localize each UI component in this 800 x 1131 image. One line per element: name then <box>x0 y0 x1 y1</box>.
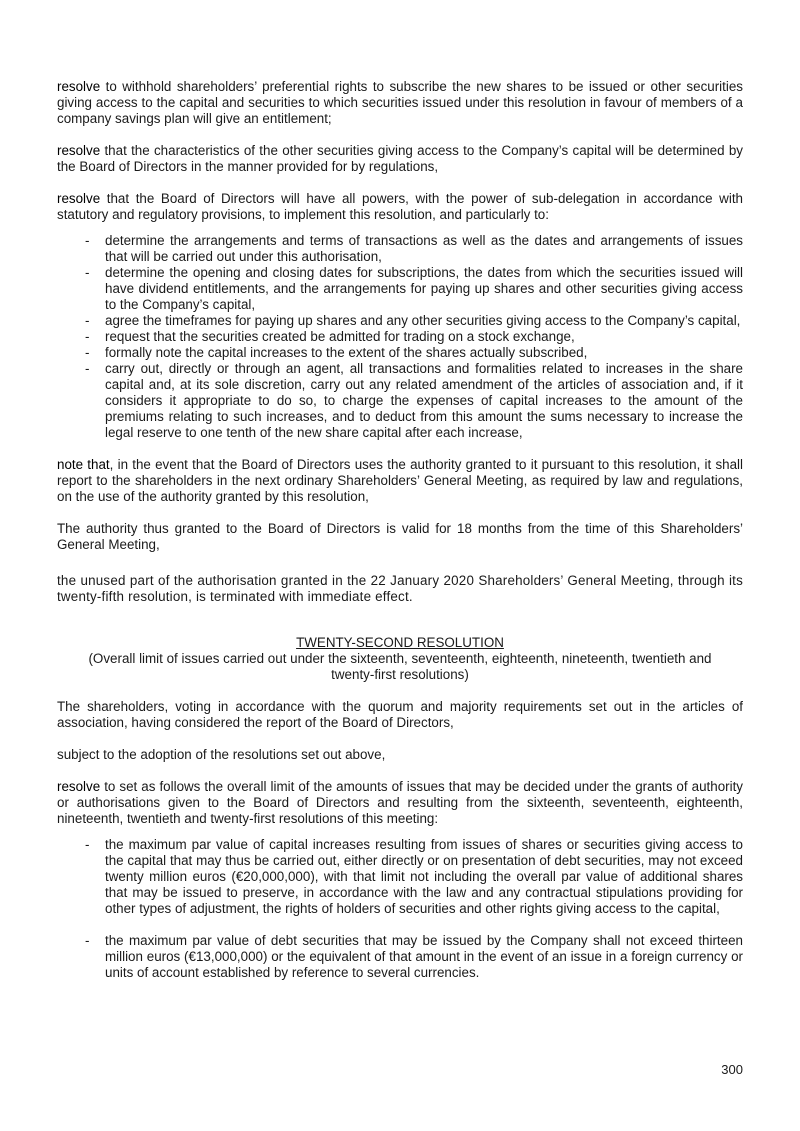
paragraph-text: that the Board of Directors will have all powers, with the power of sub-delegation in accordance with statutory and regulatory provisions, to implement this resolution, and particularly to: <box>57 191 743 222</box>
list-item: - formally note the capital increases to the extent of the shares actually subscribed, <box>105 345 743 361</box>
powers-list <box>57 233 743 441</box>
resolution-subtitle: (Overall limit of issues carried out under the sixteenth, seventeenth, eighteenth, nineteenth, twentieth and twenty-first resolutions) <box>88 651 712 682</box>
paragraph-text: to set as follows the overall limit of the amounts of issues that may be decided under the grants of authority or authorisations given to the Board of Directors and resulting from the sixteenth, seventeenth, eighteenth, nineteenth, twentieth and twenty-first resolutions of this meeting: <box>57 779 743 826</box>
paragraph-subject-to: subject to the adoption of the resolutions set out above, <box>57 747 386 762</box>
resolution-title: TWENTY-SECOND RESOLUTION <box>296 635 504 650</box>
paragraph-withhold-rights <box>57 79 743 127</box>
list-item: - agree the timeframes for paying up shares and any other securities giving access to the Company’s capital, <box>105 313 743 329</box>
list-item: - the maximum par value of capital increases resulting from issues of shares or securities giving access to the capital that may thus be carried out, either directly or on presentation of debt securities, may not exceed twenty million euros (€20,000,000), with that limit not including the overall par value of additional shares that may be issued to preserve, in accordance with the law and any contractual stipulations providing for other types of adjustment, the rights of holders of securities and other rights giving access to the capital, <box>105 837 743 917</box>
keyword: resolve <box>57 779 101 794</box>
keyword: resolve <box>57 79 101 94</box>
paragraph-characteristics <box>57 143 743 175</box>
paragraph-text: to withhold shareholders’ preferential rights to subscribe the new shares to be issued or other securities giving access to the capital and securities to which securities issued under this resolution in favour of members of a company savings plan will give an entitlement; <box>57 79 743 126</box>
paragraph-note-that <box>57 457 743 505</box>
paragraph-overall-limit <box>57 779 743 827</box>
paragraph-text: that the characteristics of the other securities giving access to the Company’s capital will be determined by the Board of Directors in the manner provided for by regulations, <box>57 143 743 174</box>
keyword: note that <box>57 457 110 472</box>
list-item: - determine the opening and closing dates for subscriptions, the dates from which the securities issued will have dividend entitlements, and the arrangements for paying up shares and other securities giving access to the Company’s capital, <box>105 265 743 313</box>
paragraph-board-powers <box>57 191 743 223</box>
paragraph-unused-part: the unused part of the authorisation granted in the 22 January 2020 Shareholders’ General Meeting, through its twenty-fifth resolution, is terminated with immediate effect. <box>57 573 743 604</box>
list-item: - the maximum par value of debt securities that may be issued by the Company shall not exceed thirteen million euros (€13,000,000) or the equivalent of that amount in the event of an issue in a foreign currency or units of account established by reference to several currencies. <box>105 933 743 981</box>
paragraph-text: , in the event that the Board of Directors uses the authority granted to it pursuant to this resolution, it shall report to the shareholders in the next ordinary Shareholders’ General Meeting, as required by law and regulations, on the use of the authority granted by this resolution, <box>57 457 743 504</box>
paragraph-shareholders-voting: The shareholders, voting in accordance with the quorum and majority requirements set out in the articles of association, having considered the report of the Board of Directors, <box>57 699 743 730</box>
list-item: - request that the securities created be admitted for trading on a stock exchange, <box>105 329 743 345</box>
resolution-heading <box>57 635 743 683</box>
keyword: resolve <box>57 191 101 206</box>
list-item: - carry out, directly or through an agent, all transactions and formalities related to increases in the share capital and, at its sole discretion, carry out any related amendment of the articles of association and, if it considers it appropriate to do so, to charge the expenses of capital increases to the amount of the premiums relating to such increases, and to deduct from this amount the sums necessary to increase the legal reserve to one tenth of the new share capital after each increase, <box>105 361 743 441</box>
keyword: resolve <box>57 143 101 158</box>
document-page <box>57 79 743 997</box>
limits-list <box>57 837 743 981</box>
paragraph-validity: The authority thus granted to the Board of Directors is valid for 18 months from the time of this Shareholders’ General Meeting, <box>57 521 743 552</box>
list-item: - determine the arrangements and terms of transactions as well as the dates and arrangements of issues that will be carried out under this authorisation, <box>105 233 743 265</box>
page-number: 300 <box>721 1062 743 1077</box>
